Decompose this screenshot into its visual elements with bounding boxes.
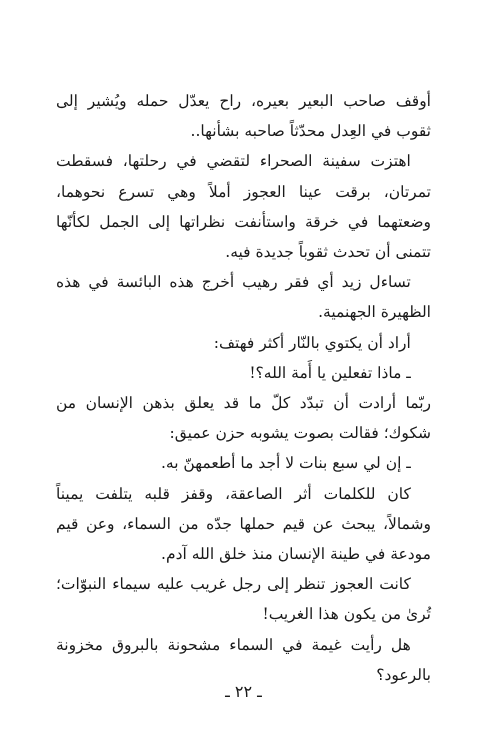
dialogue-line-2: ـ إن لي سبع بنات لا أجد ما أطعمهنّ به. xyxy=(160,454,411,473)
paragraph-7: كانت العجوز تنظر إلى رجل غريب عليه سيماء النبوّات؛ تُرىٰ من يكون هذا الغريب! xyxy=(56,575,431,624)
paragraph-5: ربّما أرادت أن تبدّد كلّ ما قد يعلق بذهن الإنسان من شكوك؛ فقالت بصوت يشوبه حزن عميق: xyxy=(56,394,431,443)
paragraph-3: تساءل زيد أي فقر رهيب أخرج هذه البائسة في هذه الظهيرة الجهنمية. xyxy=(56,273,431,322)
paragraph-6: كان للكلمات أثر الصاعقة، وقفز قلبه يتلفت يميناً وشمالاً، يبحث عن قيم حملها جدّه من السماء، وعن قيم مودعة في طينة الإنسان منذ خلق الله آدم. xyxy=(56,484,431,564)
page-number: ـ ٢٢ ـ xyxy=(225,682,262,701)
body-text xyxy=(56,86,431,690)
paragraph-8: هل رأيت غيمة في السماء مشحونة بالبروق مخزونة بالرعود؟ xyxy=(56,635,431,684)
dialogue-line-1: ـ ماذا تفعلين يا أَمة الله؟! xyxy=(249,363,411,382)
paragraph-2: اهتزت سفينة الصحراء لتقضي في رحلتها، فسقطت تمرتان، برقت عينا العجوز أملاً وهي تسرع نحوهما، وضعتهما في خرقة واستأنفت نظراتها إلى الجمل لكأنّها تتمنى أن تحدث ثقوباً جديدة فيه. xyxy=(56,152,431,262)
paragraph-1: أوقف صاحب البعير بعيره، راح يعدّل حمله ويُشير إلى ثقوب في العِدل محدّثاً صاحبه بشأنها.. xyxy=(56,92,431,141)
paragraph-4: أراد أن يكتوي بالنّار أكثر فهتف: xyxy=(213,333,411,352)
